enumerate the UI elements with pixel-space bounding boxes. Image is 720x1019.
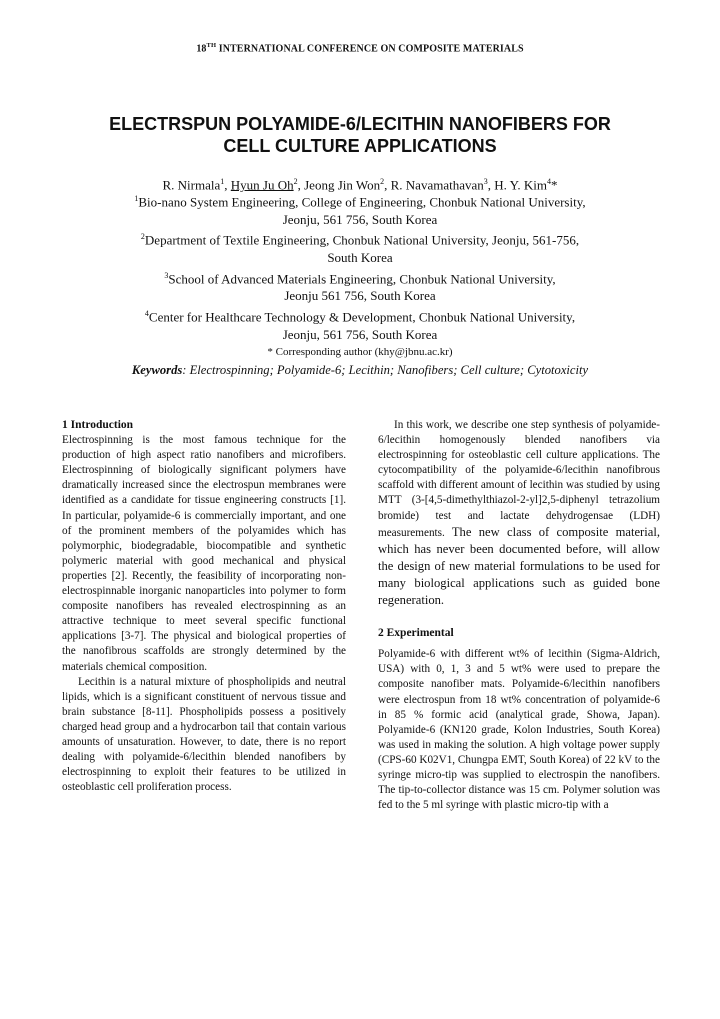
affiliation-address: Jeonju, 561 756, South Korea [282,211,438,227]
author-name: Jeong Jin Won [304,177,381,193]
author-list: R. Nirmala$^1$, Hyun Ju Oh$^2$, Jeong Jin Won$^2$, R. Navamathavan$^3$, H. Y. Kim$^4$* [162,177,558,193]
author-name: H. Y. Kim [494,177,547,193]
keywords-label: Keywords [131,363,183,377]
author-name: R. Nirmala [162,177,221,193]
title-line-1: ELECTRSPUN POLYAMIDE-6/LECITHIN NANOFIBERS FOR [109,114,611,134]
title-line-2: CELL CULTURE APPLICATIONS [223,136,497,156]
presenting-author-name: Hyun Ju Oh [230,177,294,193]
affiliations [60,190,660,360]
intro-paragraph-2: Lecithin is a natural mixture of phospholipids and neutral lipids, which is a significant constituent of nervous tissue and brain substance [8-11]. Phospholipids possess a positively charged head group and a hydrocarbon tail that contain various amounts of unsaturation. However, to date, there is no report dealing with polyamide-6/lecithin blended nanofibers by electrospinning to exploit their features to be utilized in osteoblastic cell proliferation process. [62,675,346,794]
running-header [0,42,720,54]
affiliation-text: Bio-nano System Engineering, College of Engineering, Chonbuk National University, [138,194,586,210]
experimental-paragraph-1: Polyamide-6 with different wt% of lecithin (Sigma-Aldrich, USA) with 0, 1, 3 and 5 wt% were used to prepare the composite nanofiber mats. Polyamide-6/lecithin nanofibers were electrospun from 18 wt% concentration of polyamide-6 in 85 % formic acid (analytical grade, Showa, Japan). Polyamide-6 (KN120 grade, Kolon Industries, South Korea) was used in making the solution. A high voltage power supply (CPS-60 K02V1, Chungpa EMT, South Korea) of 22 kV to the syringe micro-tip was supplied to electrospin the nanofibers. The tip-to-collector distance was 15 cm. Polymer solution was fed to the 5 ml syringe with plastic micro-tip with a [378,648,660,812]
affiliation-2 [60,228,660,266]
affiliation-marker: 4 [546,177,551,186]
affiliation-text: Department of Textile Engineering, Chonbuk National University, Jeonju, 561-756, [144,232,580,248]
section-heading-experimental: 2 Experimental [378,627,454,640]
affiliation-number: 3 [164,270,169,280]
affiliation-3 [60,267,660,305]
author-name: R. Navamathavan [390,177,484,193]
conference-number: 18 [196,43,207,55]
keywords-line [60,363,660,378]
paper-title [60,113,660,157]
left-column [62,418,346,795]
right-column [378,418,660,813]
affiliation-address: South Korea [327,250,393,266]
corresponding-author: * Corresponding author (khy@jbnu.ac.kr) [267,346,453,359]
affiliation-1 [60,190,660,228]
section-heading-introduction: 1 Introduction [62,419,134,431]
affiliation-number: 4 [144,308,149,318]
intro-paragraph-1: Electrospinning is the most famous technique for the production of high aspect ratio nanofibers and microfibers. Electrospinning of biologically significant polymers have dramatically increased since the electrospun membranes were identified as a candidate for tissue engineering constructs [1]. In particular, polyamide-6 is commercially important, and one of the prominent members of the polyamides which has polymorphic, biodegradable, biocompatible and synthetic polymeric material with good mechanical and physical properties [2]. Recently, the feasibility of incorporating non-electrospinnable inorganic nanoparticles into polymer to form composite nanofibers has revealed electrospinning as an attractive technique to meet several specific functional applications [3-7]. The physical and biological properties of the nanofibrous scaffolds are strongly determined by the materials chemical composition. [62,434,346,673]
affiliation-text: Center for Healthcare Technology & Development, Chonbuk National University, [148,309,576,325]
intro-paragraph-3 [378,418,660,609]
affiliation-address: Jeonju 561 756, South Korea [284,288,436,304]
affiliation-text: School of Advanced Materials Engineering, Chonbuk National University, [168,270,556,286]
section-spacer [378,609,660,626]
affiliation-marker: 2 [293,177,298,186]
affiliation-marker: 3 [483,177,488,186]
conference-number-suffix: TH [206,42,217,49]
intro-paragraph-3-part-1: In this work, we describe one step synthesis of polyamide-6/lecithin homogenously blended nanofibers via electrospinning for osteoblastic cell culture applications. The cytocompatibility of the polyamide-6/lecithin nanofibrous scaffold with different amount of lecithin was studied by using MTT (3-[4,5-dimethylthiazol-2-yl]2,5-diphenyl tetrazolium bromide) test and lactate dehydrogensae (LDH) measurements. [378,419,660,539]
intro-paragraph-3-part-2: The new class of composite material, which has never been documented before, will allow the design of new material formulations to be used for many biological applications such as guided bone regeneration. [378,524,660,608]
affiliation-number: 2 [140,232,145,242]
affiliation-4 [60,305,660,343]
affiliation-number: 1 [134,194,139,203]
keywords-text: : Electrospinning; Polyamide-6; Lecithin; Nanofibers; Cell culture; Cytotoxicity [182,363,589,377]
affiliation-marker: 2 [380,177,385,186]
conference-name: INTERNATIONAL CONFERENCE ON COMPOSITE MATERIALS [216,43,524,55]
corresponding-marker: * [550,177,558,193]
affiliation-address: Jeonju, 561 756, South Korea [282,326,438,342]
affiliation-marker: 1 [220,177,225,186]
